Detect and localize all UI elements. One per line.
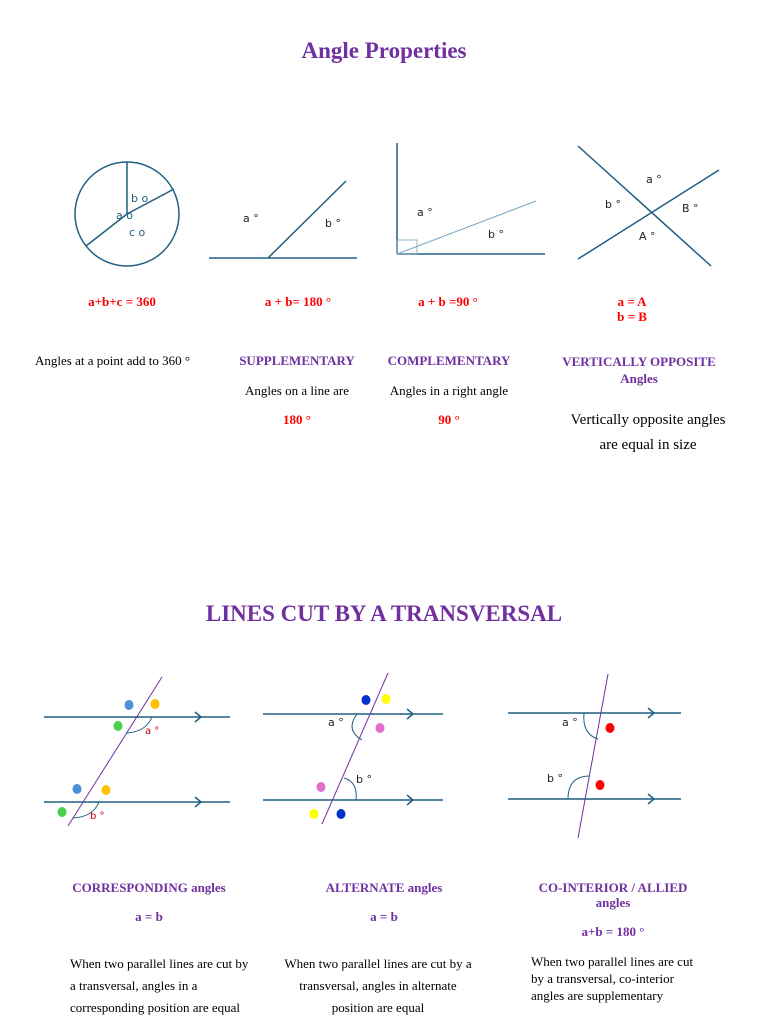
alt-transversal: [322, 673, 388, 824]
coint-label-a: a °: [562, 716, 578, 729]
vert-label-A: A °: [639, 230, 656, 243]
alt-desc-line2: transversal, angles in alternate: [299, 978, 457, 993]
alt-dot-yellow-2: [310, 809, 319, 819]
point-description: Angles at a point add to 360 °: [35, 353, 191, 368]
comp-description: Angles in a right angle: [389, 383, 509, 398]
coint-heading: [520, 880, 706, 910]
alt-dot-navy-1: [362, 695, 371, 705]
alt-heading: ALTERNATE angles: [325, 880, 443, 895]
corr-dot-green-1: [114, 721, 123, 731]
coint-desc-line3: angles are supplementary: [531, 988, 664, 1003]
corr-heading: CORRESPONDING angles: [72, 880, 226, 895]
comp-value: 90 °: [438, 412, 460, 427]
coint-heading-line1: CO-INTERIOR / ALLIED: [538, 880, 688, 895]
vert-formula-line2: b = B: [617, 309, 647, 324]
corr-description: [70, 953, 260, 1019]
cointerior-diagram: [508, 674, 681, 838]
alt-description: [272, 953, 484, 1019]
alt-desc-line1: When two parallel lines are cut by a: [284, 956, 472, 971]
page-title: Angle Properties: [301, 38, 467, 63]
supp-value: 180 °: [283, 412, 311, 427]
alt-formula: a = b: [370, 909, 398, 924]
corr-dot-orange-2: [102, 785, 111, 795]
coint-formula: a+b = 180 °: [581, 924, 645, 939]
corr-dot-orange-1: [151, 699, 160, 709]
alt-dot-navy-2: [337, 809, 346, 819]
alternate-diagram: [263, 673, 443, 824]
coint-desc-line1: When two parallel lines are cut: [531, 954, 694, 969]
vert-heading-line1: VERTICALLY OPPOSITE: [562, 354, 716, 369]
coint-description: [531, 953, 731, 1004]
supp-label-a: a °: [243, 212, 259, 225]
coint-transversal: [578, 674, 608, 838]
comp-formula: a + b =90 °: [418, 294, 478, 309]
corr-transversal: [68, 677, 162, 826]
corr-dot-blue-2: [73, 784, 82, 794]
alt-label-a: a °: [328, 716, 344, 729]
coint-dot-red-1: [606, 723, 615, 733]
supp-heading: SUPPLEMENTARY: [239, 353, 355, 368]
comp-label-a: a °: [417, 206, 433, 219]
vert-description-line2: are equal in size: [599, 437, 697, 453]
vert-formula-line1: a = A: [617, 294, 647, 309]
point-label-c: c o: [129, 226, 146, 239]
corr-desc-line3: corresponding position are equal: [70, 1000, 241, 1015]
point-label-b: b o: [131, 192, 149, 205]
section-title: LINES CUT BY A TRANSVERSAL: [205, 601, 563, 626]
point-formula: a+b+c = 360: [88, 294, 156, 309]
corr-dot-blue-1: [125, 700, 134, 710]
point-label-a: a o: [116, 209, 133, 222]
supp-description: Angles on a line are: [245, 383, 349, 398]
corresponding-diagram: [44, 677, 230, 826]
coint-arc-b: [568, 776, 590, 799]
alt-dot-pink-1: [376, 723, 385, 733]
coint-dot-red-2: [596, 780, 605, 790]
corr-label-b: b °: [90, 811, 105, 822]
vert-label-a: a °: [646, 173, 662, 186]
supp-formula: a + b= 180 °: [264, 294, 332, 309]
vert-heading-line2: Angles: [620, 371, 658, 386]
corr-label-a: a °: [145, 726, 160, 737]
alt-arc-b: [344, 778, 356, 800]
coint-desc-line2: by a transversal, co-interior: [531, 971, 674, 986]
supp-label-b: b °: [325, 217, 341, 230]
corr-desc-line2: a transversal, angles in a: [70, 978, 198, 993]
vert-label-B: B °: [682, 202, 699, 215]
alt-desc-line3: position are equal: [331, 1000, 425, 1015]
comp-heading: COMPLEMENTARY: [387, 353, 511, 368]
corr-formula: a = b: [135, 909, 163, 924]
coint-label-b: b °: [547, 772, 563, 785]
comp-label-b: b °: [488, 228, 504, 241]
corr-desc-line1: When two parallel lines are cut by: [70, 956, 249, 971]
vert-description-line1: Vertically opposite angles: [570, 412, 726, 428]
alt-dot-yellow-1: [382, 694, 391, 704]
coint-heading-line2: angles: [595, 895, 631, 910]
alt-dot-pink-2: [317, 782, 326, 792]
alt-label-b: b °: [356, 773, 372, 786]
corr-dot-green-2: [58, 807, 67, 817]
vert-label-b: b °: [605, 198, 621, 211]
coint-arc-a: [584, 713, 598, 739]
